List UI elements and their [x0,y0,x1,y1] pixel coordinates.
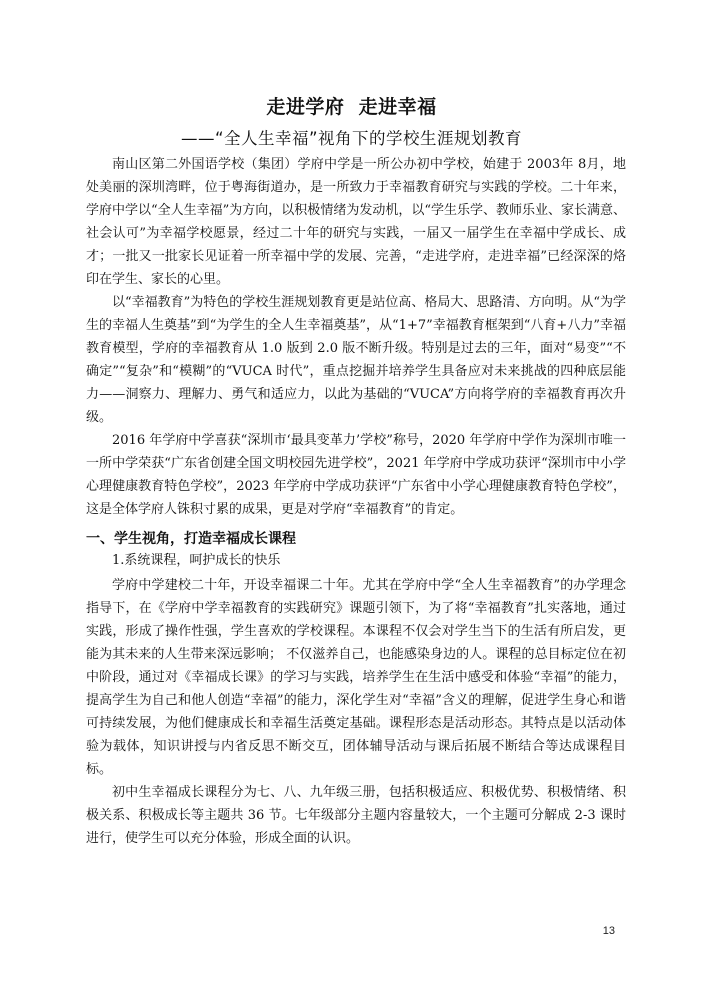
intro-paragraph: 以“幸福教育”为特色的学校生涯规划教育更是站位高、格局大、思路清、方向明。从“为学生的幸福人生奠基”到“为学生的全人生幸福奠基”，从“1+7”幸福教育框架到“八育+八力”幸福教育模型，学府的幸福教育从 1.0 版到 2.0 版不断升级。特别是过去的三年，面对“易变”“不确定”“复杂”和“模糊”的“VUCA 时代”，重点挖掘并培养学生具备应对未来挑战的四种底层能力——洞察力、理解力、勇气和适应力，以此为基础的“VUCA”方向将学府的幸福教育再次升级。 [86,295,626,425]
section-heading: 一、学生视角，打造幸福成长课程 [86,531,296,547]
intro-text [86,153,626,521]
section-paragraph: 初中生幸福成长课程分为七、八、九年级三册，包括积极适应、积极优势、积极情绪、积极关系、积极成长等主题共 36 节。七年级部分主题内容量较大，一个主题可分解成 2-3 课时进行，使学生可以充分体验，形成全面的认识。 [86,785,626,846]
document-title: 走进学府 走进幸福 [266,96,437,118]
page-number: 13 [602,925,615,937]
section-paragraph: 学府中学建校二十年，开设幸福课二十年。尤其在学府中学“全人生幸福教育”的办学理念指导下，在《学府中学幸福教育的实践研究》课题引领下，为了将“幸福教育”扎实落地，通过实践，形成了操作性强，学生喜欢的学校课程。本课程不仅会对学生当下的生活有所启发，更能为其未来的人生带来深远影响； 不仅滋养自己，也能感染身边的人。课程的总目标定位在初中阶段，通过对《幸福成长课》的学习与实践，培养学生在生活中感受和体验“幸福”的能力，提高学生为自己和他人创造“幸福”的能力，深化学生对“幸福”含义的理解，促进学生身心和谐可持续发展，为他们健康成长和幸福生活奠定基础。课程形态是活动形态。其特点是以活动体验为载体，知识讲授与内省反思不断交互，团体辅导活动与课后拓展不断结合等达成课程目标。 [86,578,626,777]
document-subtitle: ——“全人生幸福”视角下的学校生涯规划教育 [180,129,523,148]
subsection-heading: 1.系统课程，呵护成长的快乐 [112,553,281,568]
section-text [86,574,626,850]
intro-paragraph: 2016 年学府中学喜获“深圳市‘最具变革力’学校”称号，2020 年学府中学作为深圳市唯一一所中学荣获“广东省创建全国文明校园先进学校”，2021 年学府中学成功获评“深圳市中小学心理健康教育特色学校”，2023 年学府中学成功获评“广东省中小学心理健康教育特色学校”，这是全体学府人铢积寸累的成果，更是对学府“幸福教育”的肯定。 [86,433,626,517]
intro-paragraph: 南山区第二外国语学校（集团）学府中学是一所公办初中学校，始建于 2003年 8月，地处美丽的深圳湾畔，位于粤海街道办，是一所致力于幸福教育研究与实践的学校。二十年来，学府中学以“全人生幸福”为方向，以积极情绪为发动机，以“学生乐学、教师乐业、家长满意、社会认可”为幸福学校愿景，经过二十年的研究与实践，一届又一届学生在幸福中学成长、成才；一批又一批家长见证着一所幸福中学的发展、完善，“走进学府，走进幸福”已经深深的烙印在学生、家长的心里。 [86,157,626,287]
